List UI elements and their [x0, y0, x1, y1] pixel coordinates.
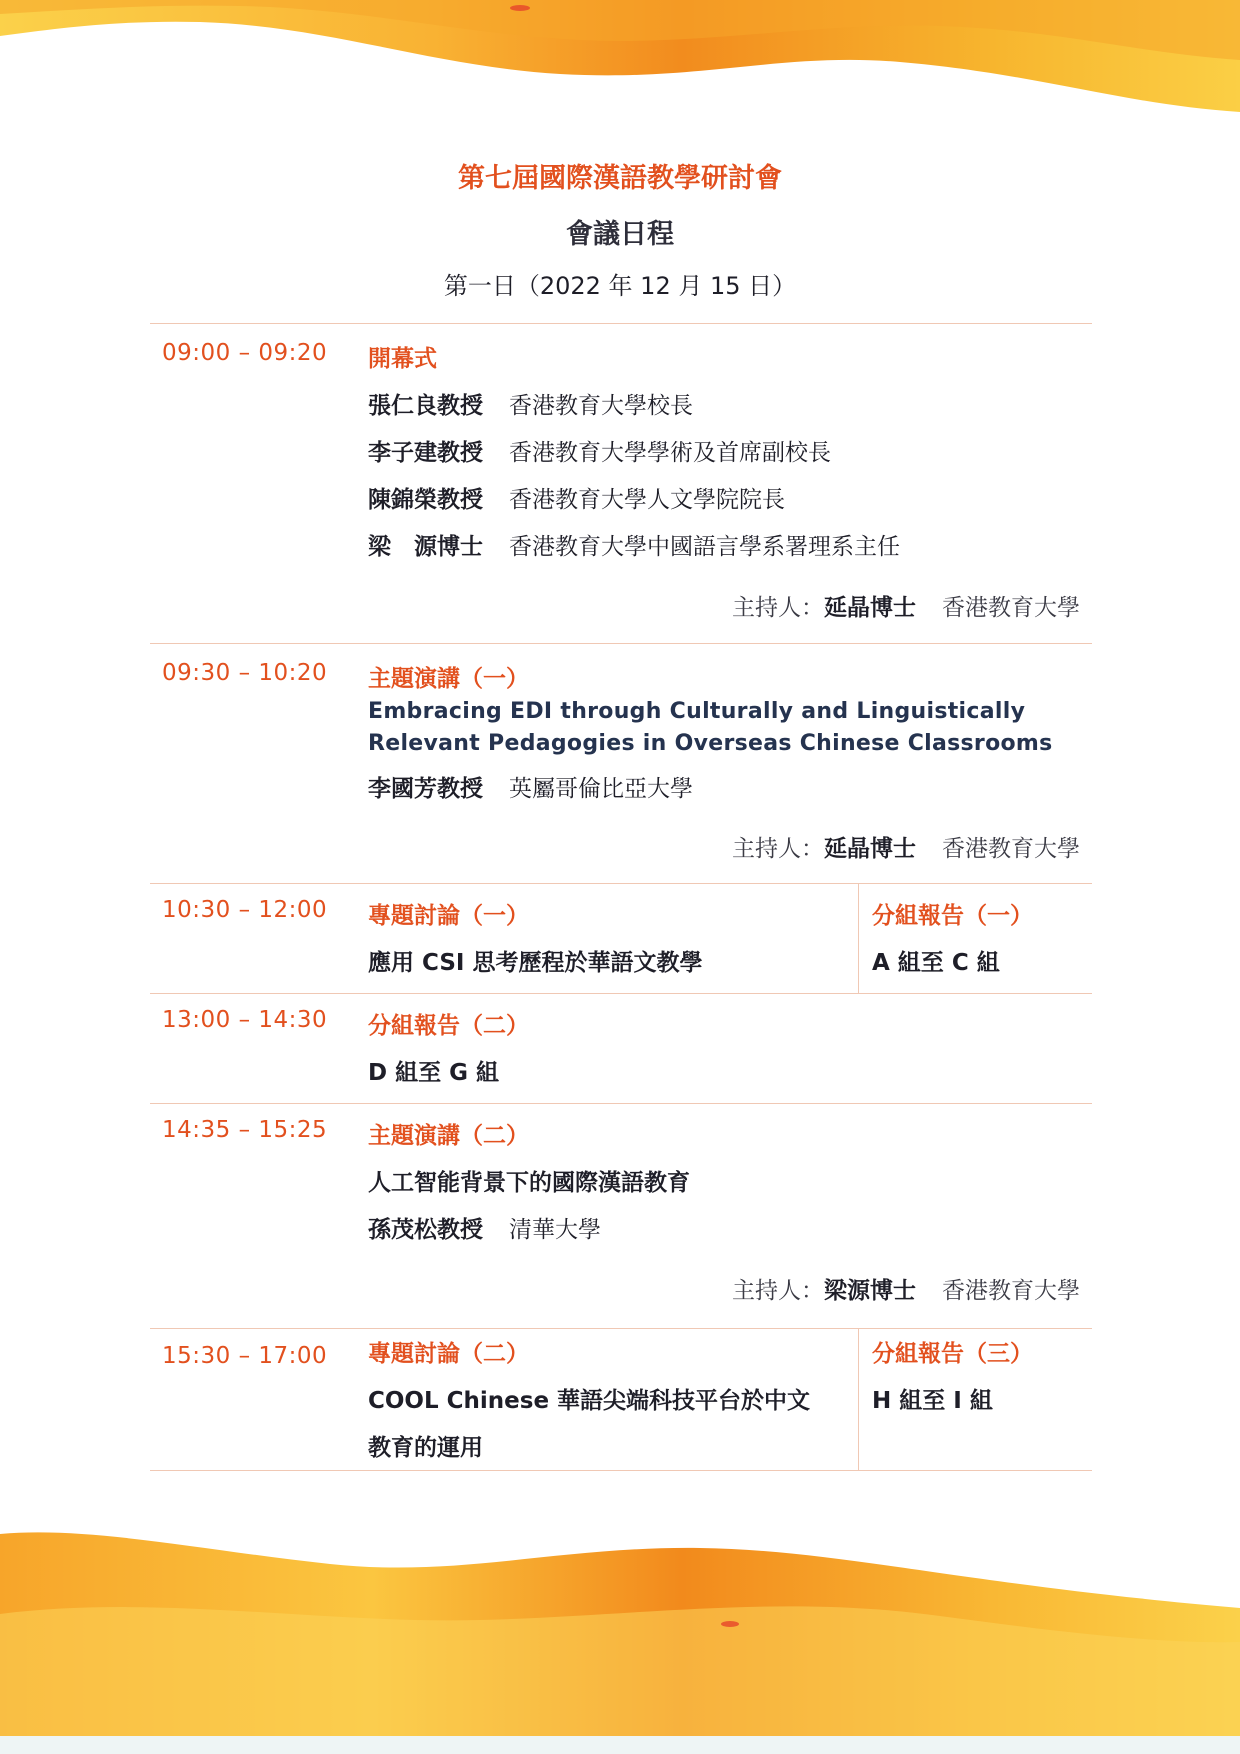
session-host	[732, 830, 1080, 863]
session-time: 09:30 – 10:20	[162, 660, 328, 686]
session-label: 分組報告（二）	[368, 1013, 529, 1039]
session-row	[150, 1328, 1092, 1471]
speaker-affiliation: 香港教育大學中國語言學系署理系主任	[509, 534, 900, 560]
session-topic-line: 教育的運用	[368, 1435, 483, 1461]
speaker-line	[368, 387, 693, 420]
session-label: 主題演講（一）	[368, 666, 529, 692]
speaker-name: 張仁良教授	[368, 393, 483, 419]
speaker-affiliation: 英屬哥倫比亞大學	[509, 776, 693, 802]
speaker-affiliation: 香港教育大學學術及首席副校長	[509, 440, 831, 466]
column-divider	[858, 884, 859, 993]
keynote-topic-line: Relevant Pedagogies in Overseas Chinese Classrooms	[368, 731, 1053, 756]
top-wave-decoration	[0, 0, 1240, 120]
speaker-line	[368, 481, 785, 514]
parallel-session-label: 分組報告（三）	[872, 1341, 1033, 1367]
host-affiliation: 香港教育大學	[942, 836, 1080, 862]
speaker-name: 孫茂松教授	[368, 1217, 483, 1243]
speaker-line	[368, 1211, 601, 1244]
session-row	[150, 323, 1092, 643]
column-divider	[858, 1329, 859, 1470]
parallel-session-label: 分組報告（一）	[872, 903, 1033, 929]
session-time: 14:35 – 15:25	[162, 1117, 328, 1143]
host-label: 主持人：	[732, 595, 824, 621]
speaker-affiliation: 香港教育大學校長	[509, 393, 693, 419]
session-time: 10:30 – 12:00	[162, 897, 328, 923]
host-name: 延晶博士	[824, 836, 916, 862]
agenda-subtitle: 會議日程	[566, 219, 674, 250]
speaker-name: 梁 源博士	[368, 534, 483, 560]
speaker-name: 李子建教授	[368, 440, 483, 466]
session-topic: 應用 CSI 思考歷程於華語文教學	[368, 950, 703, 976]
speaker-affiliation: 清華大學	[509, 1217, 601, 1243]
session-topic: D 組至 G 組	[368, 1060, 499, 1086]
session-row	[150, 643, 1092, 883]
session-row	[150, 993, 1092, 1103]
session-host	[732, 1272, 1080, 1305]
session-row	[150, 1103, 1092, 1328]
session-label: 專題討論（二）	[368, 1341, 529, 1367]
session-label: 主題演講（二）	[368, 1123, 529, 1149]
session-row	[150, 883, 1092, 993]
session-label: 專題討論（一）	[368, 903, 529, 929]
session-topic-line: COOL Chinese 華語尖端科技平台於中文	[368, 1388, 811, 1414]
session-label: 開幕式	[368, 346, 437, 372]
speaker-affiliation: 香港教育大學人文學院院長	[509, 487, 785, 513]
session-time: 09:00 – 09:20	[162, 340, 328, 366]
parallel-session-groups: A 組至 C 組	[872, 950, 1000, 976]
host-label: 主持人：	[732, 836, 824, 862]
session-time: 15:30 – 17:00	[162, 1343, 328, 1369]
speaker-name: 李國芳教授	[368, 776, 483, 802]
speaker-line	[368, 770, 693, 803]
conference-title: 第七屆國際漢語教學研討會	[458, 163, 782, 194]
host-label: 主持人：	[732, 1278, 824, 1304]
session-time: 13:00 – 14:30	[162, 1007, 328, 1033]
speaker-line	[368, 528, 900, 561]
host-affiliation: 香港教育大學	[942, 595, 1080, 621]
day-date: 第一日（2022 年 12 月 15 日）	[443, 272, 797, 300]
session-topic: 人工智能背景下的國際漢語教育	[368, 1170, 690, 1196]
keynote-topic-line: Embracing EDI through Culturally and Linguistically	[368, 699, 1026, 724]
parallel-session-groups: H 組至 I 組	[872, 1388, 993, 1414]
bottom-wave-decoration	[0, 1524, 1240, 1754]
speaker-line	[368, 434, 831, 467]
session-host	[732, 589, 1080, 622]
schedule-table	[150, 323, 1092, 1471]
host-name: 梁源博士	[824, 1278, 916, 1304]
speaker-name: 陳錦榮教授	[368, 487, 483, 513]
host-name: 延晶博士	[824, 595, 916, 621]
host-affiliation: 香港教育大學	[942, 1278, 1080, 1304]
